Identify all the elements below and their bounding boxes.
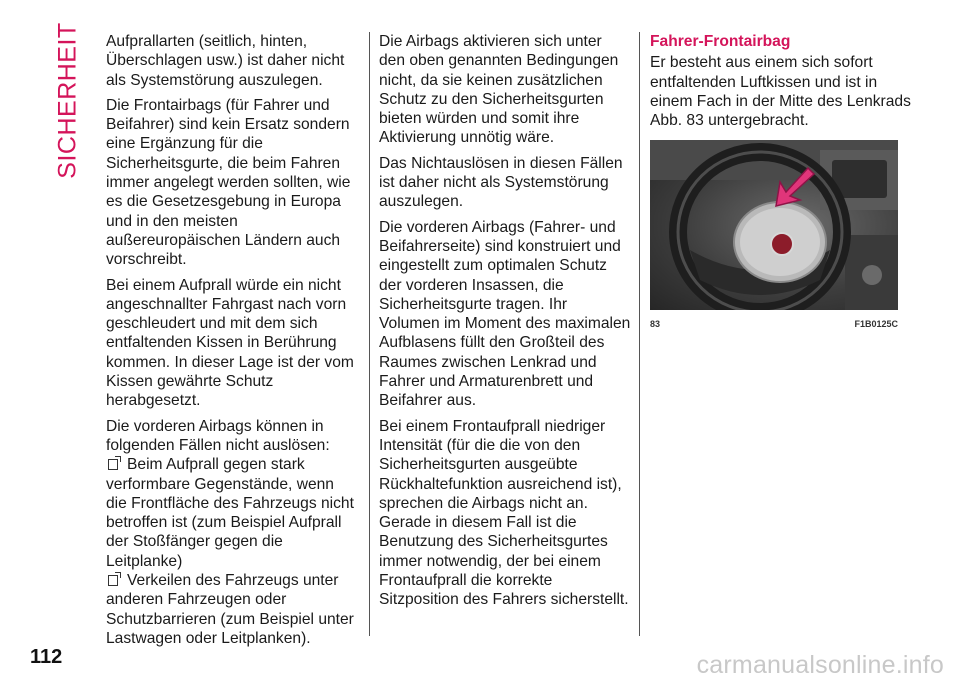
figure-number: 83 [650,319,661,330]
section-label-text: SICHERHEIT [53,21,82,179]
paragraph: Die vorderen Airbags können in folgenden Fällen nicht auslösen: [106,417,330,454]
paragraph: Die Airbags aktivieren sich unter den oben genannten Bedingungen nicht, da sie keinen zusätzlichen Schutz zu den Sicherheitsgurten bieten würden und somit ihre Aktivierung unnötig wäre. [379,33,619,147]
figure-code: F1B0125C [854,319,898,330]
checkbox-bullet-icon [108,575,118,586]
paragraph: Bei einem Aufprall würde ein nicht angeschnallter Fahrgast nach vorn geschleudert und mit dem sich entfaltenden Kissen in Berührung kommen. In dieser Lage ist der vom Kissen gewährte Schutz herabgesetzt. [106,276,354,410]
bullet-text: Beim Aufprall gegen stark verformbare Gegenstände, wenn die Frontfläche des Fahrzeugs nicht betroffen ist (zum Beispiel Aufprall der Stoßfänger gegen die Leitplanke) [106,456,354,570]
paragraph: Die Frontairbags (für Fahrer und Beifahrer) sind kein Ersatz sondern eine Ergänzung für die Sicherheitsgurte, die beim Fahren immer angelegt werden sollten, wie es die Gesetzesgebung in Europa und in den meisten außereuropäischen Ländern auch vorschreibt. [106,96,351,269]
section-heading: Fahrer-Frontairbag [650,33,791,50]
page-number: 112 [30,646,63,668]
text-column-2 [379,32,631,616]
watermark: carmanualsonline.info [696,651,944,678]
paragraph: Bei einem Frontaufprall niedriger Intensität (für die die von den Sicherheitsgurten ausgeübte Rückhaltefunktion ausreichend ist), sprechen die Airbags nicht an. Gerade in diesem Fall ist die Benutzung des Sicherheitsgurtes immer notwendig, der bei einem Frontaufprall die korrekte Sitzposition des Fahrers sicherstellt. [379,417,629,609]
checkbox-bullet-icon [108,459,118,470]
bullet-item [106,455,356,571]
steering-wheel-illustration [650,140,898,310]
paragraph: Die vorderen Airbags (Fahrer- und Beifahrerseite) sind konstruiert und eingestellt zum optimalen Schutz der vorderen Insassen, die Sicherheitsgurte tragen. Ihr Volumen im Moment des maximalen Aufblasens füllt den Großteil des Raumes zwischen Lenkrad und Fahrer und Armaturenbrett und Beifahrer aus. [379,218,631,410]
text-column-3 [650,32,912,335]
text-column-1 [106,32,356,648]
fiat-logo-icon [771,233,793,255]
figure-steering-wheel [650,140,898,310]
bullet-item [106,571,356,648]
paragraph: Er besteht aus einem sich sofort entfaltenden Luftkissen und ist in einem Fach in der Mitte des Lenkrads Abb. 83 untergebracht. [650,54,911,130]
column-divider [639,32,640,636]
paragraph: Das Nichtauslösen in diesen Fällen ist daher nicht als Systemstörung auszulegen. [379,154,623,211]
paragraph: Aufprallarten (seitlich, hinten, Überschlagen usw.) ist daher nicht als Systemstörung auszulegen. [106,33,345,89]
column-divider [369,32,370,636]
section-label [53,21,82,179]
figure-caption [650,315,898,334]
bullet-text: Verkeilen des Fahrzeugs unter anderen Fahrzeugen oder Schutzbarrieren (zum Beispiel unter Lastwagen oder Leitplanken). [106,572,354,647]
